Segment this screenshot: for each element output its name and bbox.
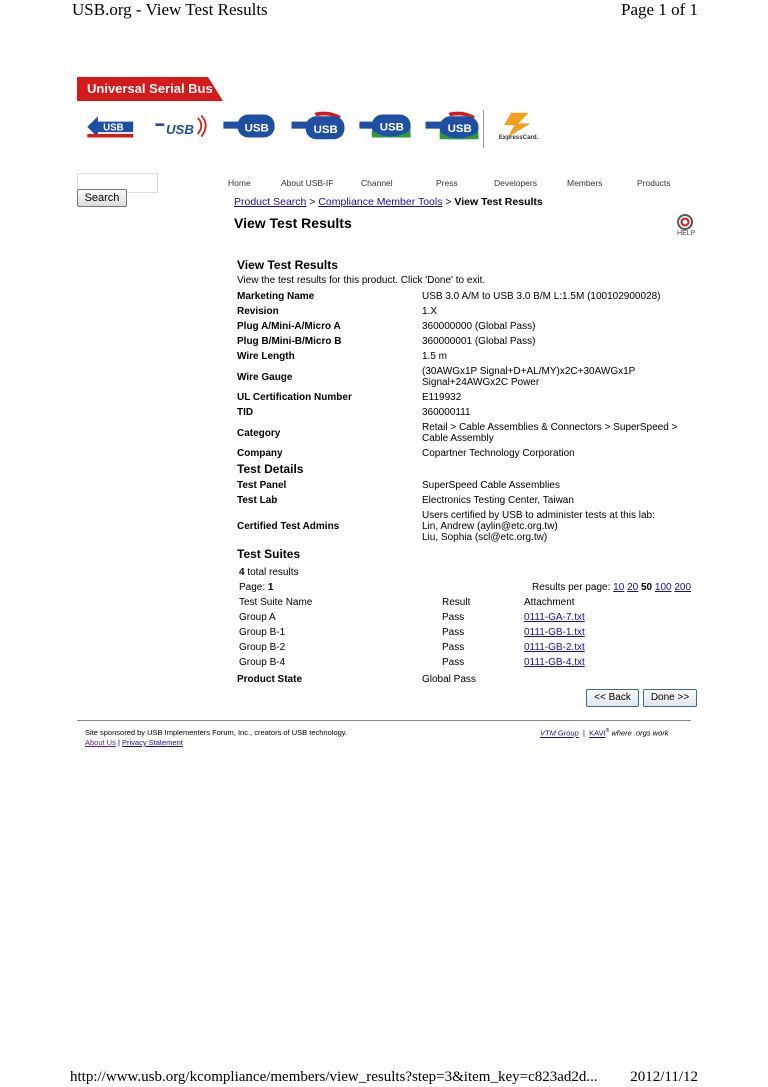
footer-credits: VTM Group | KAVI® where .orgs work [540,728,669,738]
test-panel-label: Test Panel [237,480,287,491]
vtm-group-link[interactable]: VTM Group [540,728,579,738]
suite-name: Group B-1 [239,627,286,638]
nav-members[interactable]: Members [567,178,603,188]
field-label: Category [237,428,281,439]
print-footer-url: http://www.usb.org/kcompliance/members/view_results?step=3&item_key=c823ad2d... [70,1069,598,1085]
registered-mark: ® [605,728,610,734]
field-label: UL Certification Number [237,392,352,403]
results-title: View Test Results [237,258,338,272]
field-value: 360000001 (Global Pass) [422,336,536,347]
test-lab-value: Electronics Testing Center, Taiwan [422,495,574,506]
field-label: Revision [237,306,279,317]
suite-attachment-link[interactable]: 0111-GB-1.txt [524,627,585,638]
wireless-usb-logo[interactable] [150,111,212,141]
field-label: Plug B/Mini-B/Micro B [237,336,342,347]
suite-attachment-link[interactable]: 0111-GA-7.txt [524,612,585,623]
hi-speed-usb-logo[interactable] [286,111,350,141]
field-label: TID [237,407,254,418]
on-the-go-usb-logo[interactable] [354,111,416,141]
breadcrumb-current: View Test Results [454,196,543,208]
product-state-label: Product State [237,674,303,685]
footer-sponsor: Site sponsored by USB Implementers Forum, Inc., creators of USB technology. [85,728,348,737]
nav-press[interactable]: Press [436,178,458,188]
footer-links [85,738,183,747]
product-state-value: Global Pass [422,674,476,685]
field-label: Wire Length [237,351,295,362]
page-number: 1 [267,582,274,593]
field-label: Marketing Name [237,291,315,302]
test-suites-title: Test Suites [237,547,301,561]
suite-name: Group A [239,612,276,623]
suite-name: Group B-2 [239,642,286,653]
about-us-link[interactable]: About Us [85,738,116,747]
per-page-20[interactable]: 20 [627,582,639,593]
column-header-attachment: Attachment [524,597,575,608]
page-title: View Test Results [234,215,352,231]
svg-text:USB: USB [447,123,472,136]
per-page-label: Results per page: [532,582,614,593]
back-button[interactable]: << Back [586,689,639,707]
field-value: 360000000 (Global Pass) [422,321,536,332]
footer-divider [77,720,691,721]
kavi-link[interactable]: KAVI [589,728,606,738]
per-page-50-selected: 50 [640,582,653,593]
footer-divider-text: | [115,738,122,747]
per-page-200[interactable]: 200 [674,582,692,593]
superspeed-usb-logo[interactable] [80,111,144,141]
privacy-link[interactable]: Privacy Statement [121,738,183,747]
per-page-100[interactable]: 100 [654,582,672,593]
field-value: Retail > Cable Assemblies & Connectors > SuperSpeed > [422,422,678,433]
test-details-title: Test Details [237,462,304,476]
orgs-tagline: where .orgs work [609,728,669,738]
admin-entry: Lin, Andrew (aylin@etc.org.tw) [422,521,558,532]
results-instructions: View the test results for this product. Click 'Done' to exit. [237,275,486,286]
admin-entry: Liu, Sophia (scl@etc.org.tw) [422,532,548,543]
expresscard-logo[interactable] [492,111,546,141]
field-value: USB 3.0 A/M to USB 3.0 B/M L:1.5M (100102900028) [422,291,661,302]
column-header-name: Test Suite Name [239,597,313,608]
total-label: total results [244,567,299,578]
nav-channel[interactable]: Channel [361,178,393,188]
nav-products[interactable]: Products [637,178,671,188]
field-value: E119932 [422,392,462,403]
breadcrumb-sep: > [306,196,319,208]
nav-home[interactable]: Home [228,178,251,188]
field-value: 360000111 [422,407,471,418]
search-button[interactable]: Search [77,189,127,207]
help-label: HELP [677,230,696,237]
results-per-page [532,582,691,593]
help-icon[interactable] [674,214,696,238]
test-panel-value: SuperSpeed Cable Assemblies [422,480,560,491]
print-header-title: USB.org - View Test Results [72,0,268,19]
field-value: (30AWGx1P Signal+D+AL/MY)x2C+30AWGx1P [422,366,636,377]
field-value: Copartner Technology Corporation [422,448,575,459]
page-label: Page: [239,582,268,593]
banner-corner [208,77,223,101]
column-header-result: Result [442,597,471,608]
field-label: Company [237,448,283,459]
suite-attachment-link[interactable]: 0111-GB-2.txt [524,642,585,653]
suite-attachment-link[interactable]: 0111-GB-4.txt [524,657,585,668]
nav-developers[interactable]: Developers [494,178,537,188]
field-label: Plug A/Mini-A/Micro A [237,321,341,332]
certified-usb-logo[interactable] [218,111,280,141]
nav-about[interactable]: About USB-IF [281,178,334,188]
suite-result: Pass [442,642,465,653]
svg-text:USB: USB [244,122,269,135]
total-count: 4 [239,567,245,578]
breadcrumb [234,196,543,208]
admins-intro: Users certified by USB to administer tests at this lab: [422,510,655,521]
breadcrumb-sep: > [442,196,455,208]
hi-speed-certified-logo[interactable] [420,111,484,141]
print-header-page: Page 1 of 1 [621,0,698,19]
field-label: Wire Gauge [237,372,293,383]
suite-name: Group B-4 [239,657,286,668]
svg-text:ExpressCard.: ExpressCard. [498,134,539,141]
breadcrumb-compliance-tools[interactable]: Compliance Member Tools [318,196,443,208]
suite-result: Pass [442,612,465,623]
total-results [239,567,298,578]
page-indicator [239,582,273,593]
field-value: 1.5 m [422,351,448,362]
field-value: 1.X [422,306,438,317]
print-footer-date: 2012/11/12 [630,1069,698,1085]
svg-text:USB: USB [379,121,404,134]
breadcrumb-product-search[interactable]: Product Search [234,196,307,208]
done-button[interactable]: Done >> [643,689,697,707]
logo-row [78,107,548,149]
admins-label: Certified Test Admins [237,521,340,532]
svg-text:USB: USB [166,121,194,137]
suite-result: Pass [442,627,465,638]
suite-result: Pass [442,657,465,668]
field-value-cont: Cable Assembly [422,433,494,444]
test-lab-label: Test Lab [237,495,278,506]
field-value-cont: Signal+24AWGx2C Power [422,377,540,388]
per-page-10[interactable]: 10 [613,582,625,593]
svg-text:USB: USB [313,124,338,137]
logo-separator [483,110,484,148]
usb-banner[interactable]: Universal Serial Bus [77,77,223,101]
svg-text:USB: USB [103,122,124,134]
